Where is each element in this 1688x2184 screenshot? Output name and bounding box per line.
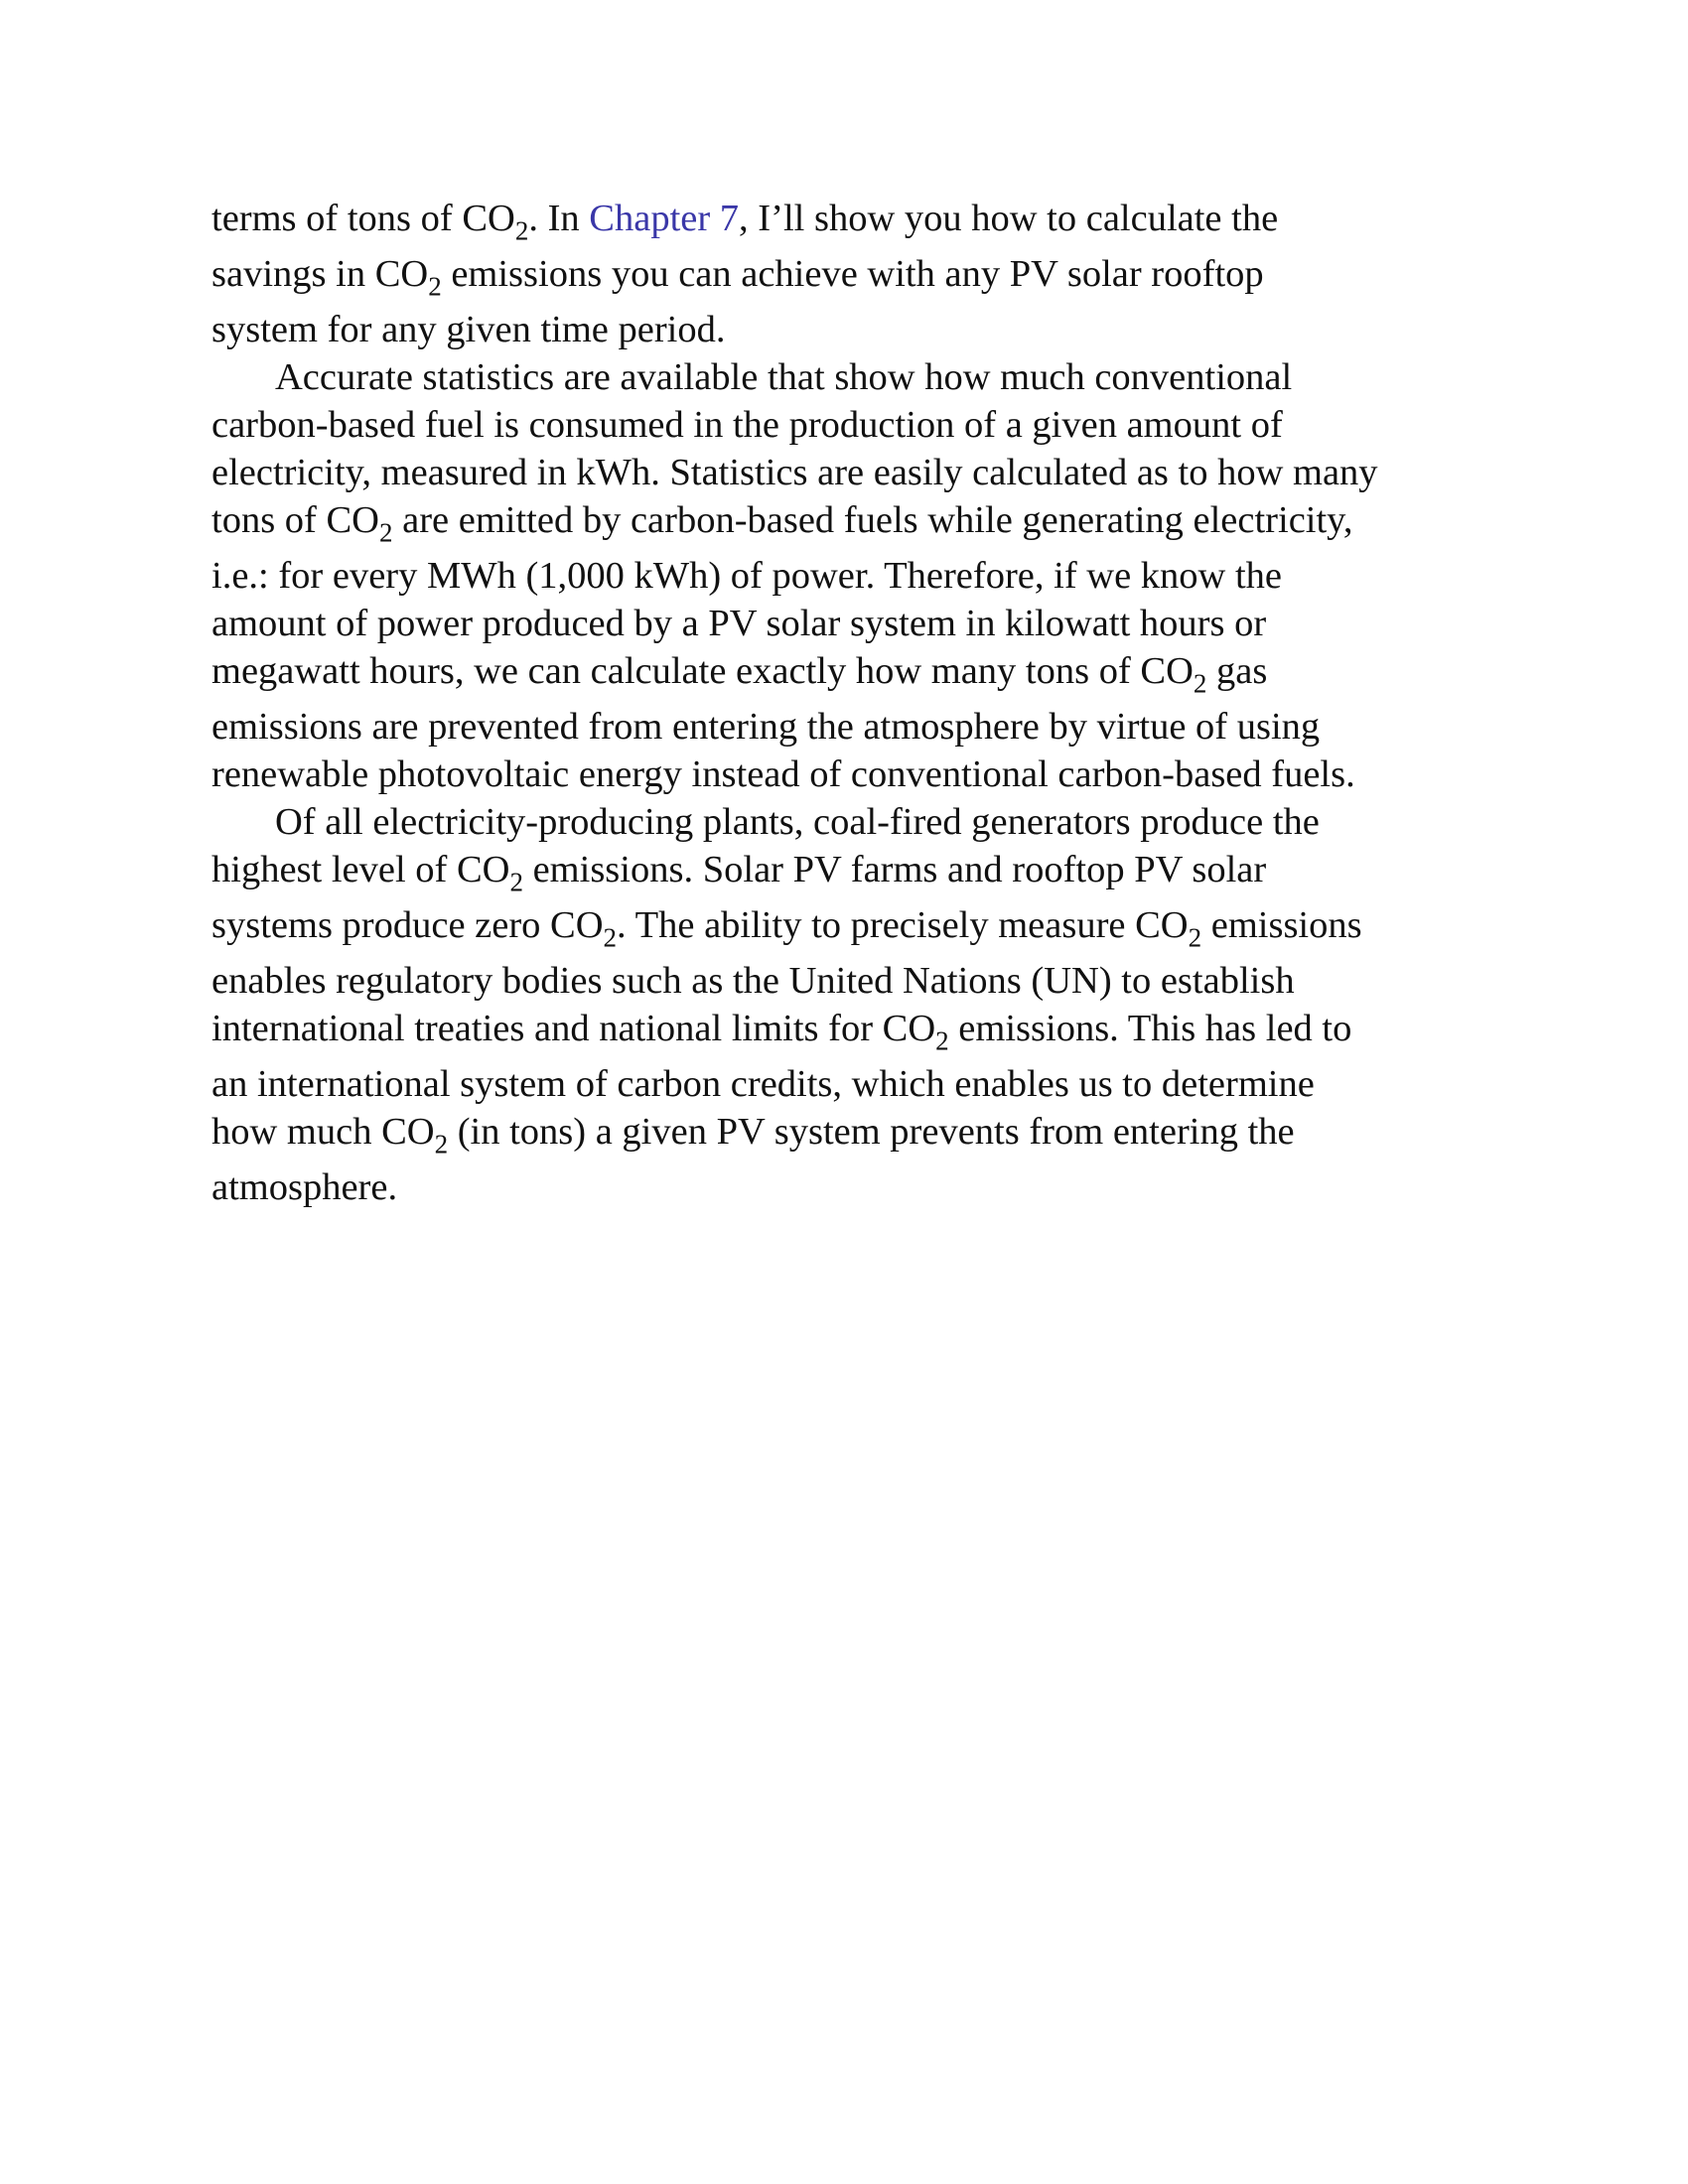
text-line: systems produce zero $CO_2$. The ability to precisely measure $CO_2$ emissions	[211, 904, 1362, 953]
subscript: 2	[428, 271, 442, 302]
subscript: 2	[935, 1025, 949, 1056]
text-line: Of all electricity-producing plants, coal-fired generators produce the	[275, 801, 1320, 843]
subscript: 2	[434, 1129, 449, 1160]
text-line: renewable photovoltaic energy instead of conventional carbon-based fuels.	[211, 753, 1355, 795]
subscript: 2	[378, 517, 393, 548]
text-line: how much $CO_2$ (in tons) a given PV system prevents from entering the	[211, 1111, 1295, 1160]
text-line: emissions are prevented from entering the atmosphere by virtue of using	[211, 706, 1321, 748]
text-line: an international system of carbon credits, which enables us to determine	[211, 1063, 1315, 1105]
subscript: 2	[1188, 922, 1202, 953]
subscript: 2	[1193, 668, 1207, 699]
text-line: atmosphere.	[211, 1166, 398, 1208]
text-line: electricity, measured in kWh. Statistics are easily calculated as to how many	[211, 452, 1378, 493]
paragraph-1	[211, 195, 1492, 353]
text-line: international treaties and national limits for $CO_2$ emissions. This has led to	[211, 1008, 1352, 1056]
text-line: system for any given time period.	[211, 309, 726, 350]
text-line: tons of $CO_2$ are emitted by carbon-based fuels while generating electricity,	[211, 499, 1353, 548]
subscript: 2	[509, 867, 523, 897]
chapter-7-link[interactable]: Chapter 7	[589, 198, 740, 239]
paragraph-2	[211, 353, 1492, 798]
text-line: highest level of $CO_2$ emissions. Solar PV farms and rooftop PV solar	[211, 849, 1267, 897]
text-line: amount of power produced by a PV solar system in kilowatt hours or	[211, 603, 1267, 644]
subscript: 2	[514, 215, 529, 246]
text-line: i.e.: for every MWh (1,000 kWh) of power. Therefore, if we know the	[211, 555, 1282, 597]
text-line: megawatt hours, we can calculate exactly how many tons of $CO_2$ gas	[211, 650, 1268, 699]
text-line: terms of tons of $CO_2$. In Chapter 7, I’ll show you how to calculate the	[211, 198, 1279, 246]
subscript: 2	[603, 922, 618, 953]
text-line: enables regulatory bodies such as the United Nations (UN) to establish	[211, 960, 1295, 1002]
text-line: Accurate statistics are available that show how much conventional	[275, 356, 1293, 398]
text-line: carbon-based fuel is consumed in the production of a given amount of	[211, 404, 1283, 446]
paragraph-3	[211, 798, 1492, 1211]
text-line: savings in $CO_2$ emissions you can achieve with any PV solar rooftop	[211, 253, 1264, 302]
body-text	[211, 195, 1492, 1211]
